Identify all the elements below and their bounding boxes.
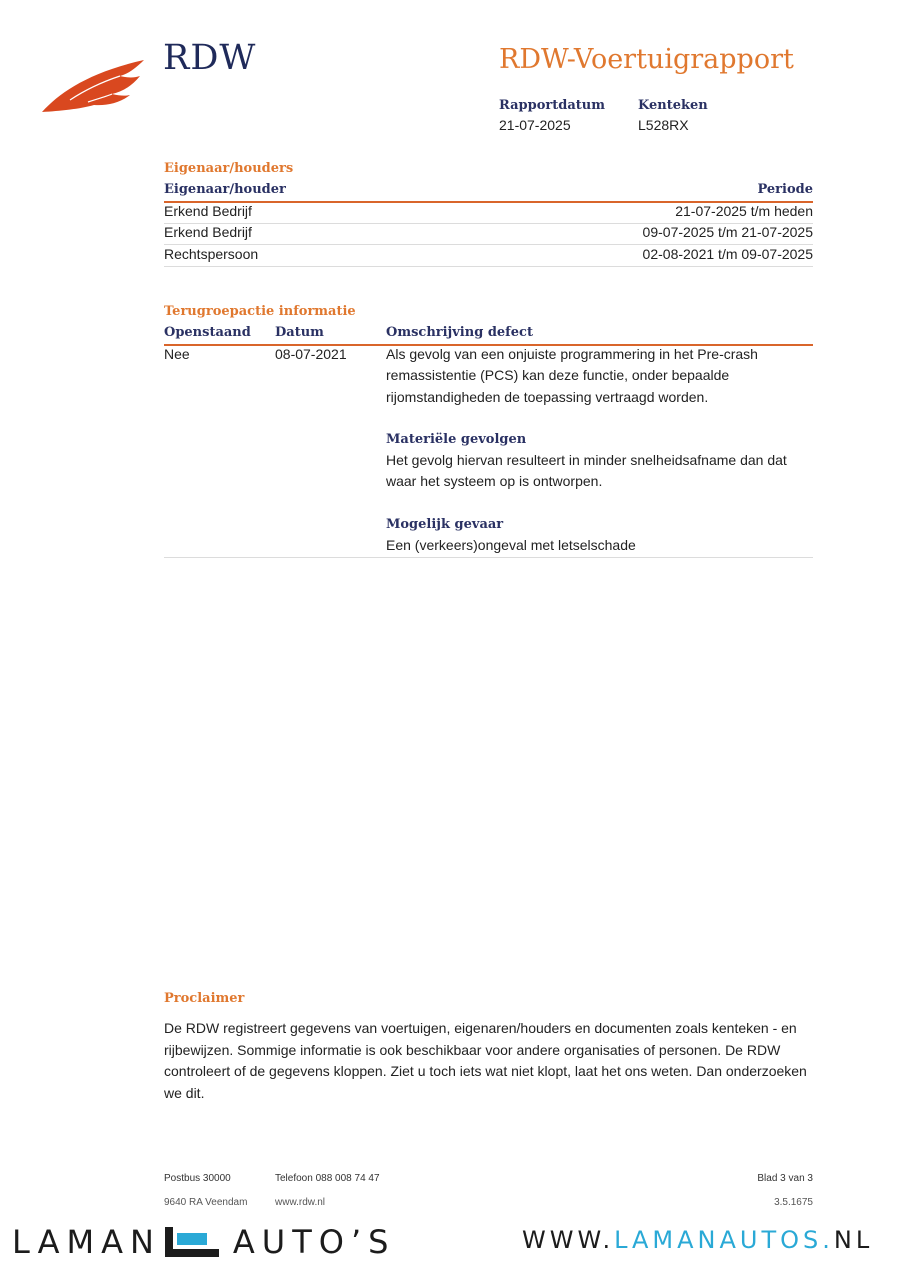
danger-text: Een (verkeers)ongeval met letselschade [386,537,636,553]
consequences-label: Materiële gevolgen [386,432,527,447]
brand-name: RDW [163,38,257,78]
footer-phone: Telefoon 088 008 74 47 [275,1173,380,1184]
recall-section-title: Terugroepactie informatie [164,304,356,319]
plate-value: L528RX [638,117,689,133]
laman-mark-icon [165,1227,219,1257]
url-suffix: NL [833,1226,874,1254]
owners-col-period: Periode [757,182,813,197]
recall-col-open: Openstaand [164,325,251,340]
danger-label: Mogelijk gevaar [386,517,504,532]
owner-row-3-divider [164,266,813,267]
plate-label: Kenteken [638,98,708,113]
consequences-text: Het gevolg hiervan resulteert in minder snelheidsafname dan dat waar het systeem op is ontworpen. [386,452,787,490]
footer-city-cut: 9640 RA Veendam [164,1197,248,1208]
laman-autos-logo [12,1222,395,1262]
footer-web-cut: www.rdw.nl [275,1197,326,1208]
footer-postbus: Postbus 30000 [164,1173,231,1184]
footer-page-number: Blad 3 van 3 [757,1173,813,1184]
report-title: RDW-Voertuigrapport [499,44,794,75]
recall-date-value: 08-07-2021 [275,346,347,362]
recall-description: Als gevolg van een onjuiste programmering in het Pre-crash remassistentie (PCS) kan deze functie, onder bepaalde rijomstandigheden de toepassing vertraagd worden. [386,346,758,405]
url-prefix: WWW. [522,1226,615,1254]
owner-row-2-period: 09-07-2025 t/m 21-07-2025 [642,224,813,240]
url-main: LAMANAUTOS [614,1226,823,1254]
owners-section-title: Eigenaar/houders [164,161,294,176]
rdw-logo-icon [40,56,150,116]
owner-row-1-period: 21-07-2025 t/m heden [675,203,813,219]
recall-row-divider [164,557,813,558]
owners-col-owner: Eigenaar/houder [164,182,286,197]
report-date-label: Rapportdatum [499,98,605,113]
recall-open-value: Nee [164,346,190,362]
owner-row-1-owner: Erkend Bedrijf [164,203,252,219]
recall-col-description: Omschrijving defect [386,325,533,340]
recall-col-date: Datum [275,325,324,340]
proclaimer-text: De RDW registreert gegevens van voertuigen, eigenaren/houders en documenten zoals kenteken - en rijbewijzen. Sommige informatie is ook beschikbaar voor andere organisaties of personen. De RDW controleert of de gegevens kloppen. Ziet u toch iets wat niet klopt, laat het ons weten. Dan onderzoeken we dit. [164,1020,807,1101]
report-date-value: 21-07-2025 [499,117,571,133]
proclaimer-title: Proclaimer [164,991,245,1006]
owner-row-3-period: 02-08-2021 t/m 09-07-2025 [642,246,813,262]
owner-row-3-owner: Rechtspersoon [164,246,259,262]
url-dot: . [822,1226,834,1254]
plate-block [638,98,708,133]
banner-autos-word: AUTO’S [232,1223,396,1261]
banner-laman-word: LAMAN [12,1223,161,1261]
footer-code-cut: 3.5.1675 [774,1197,813,1208]
owner-row-2-owner: Erkend Bedrijf [164,224,252,240]
website-url[interactable] [522,1226,873,1254]
report-date-block [499,98,605,133]
